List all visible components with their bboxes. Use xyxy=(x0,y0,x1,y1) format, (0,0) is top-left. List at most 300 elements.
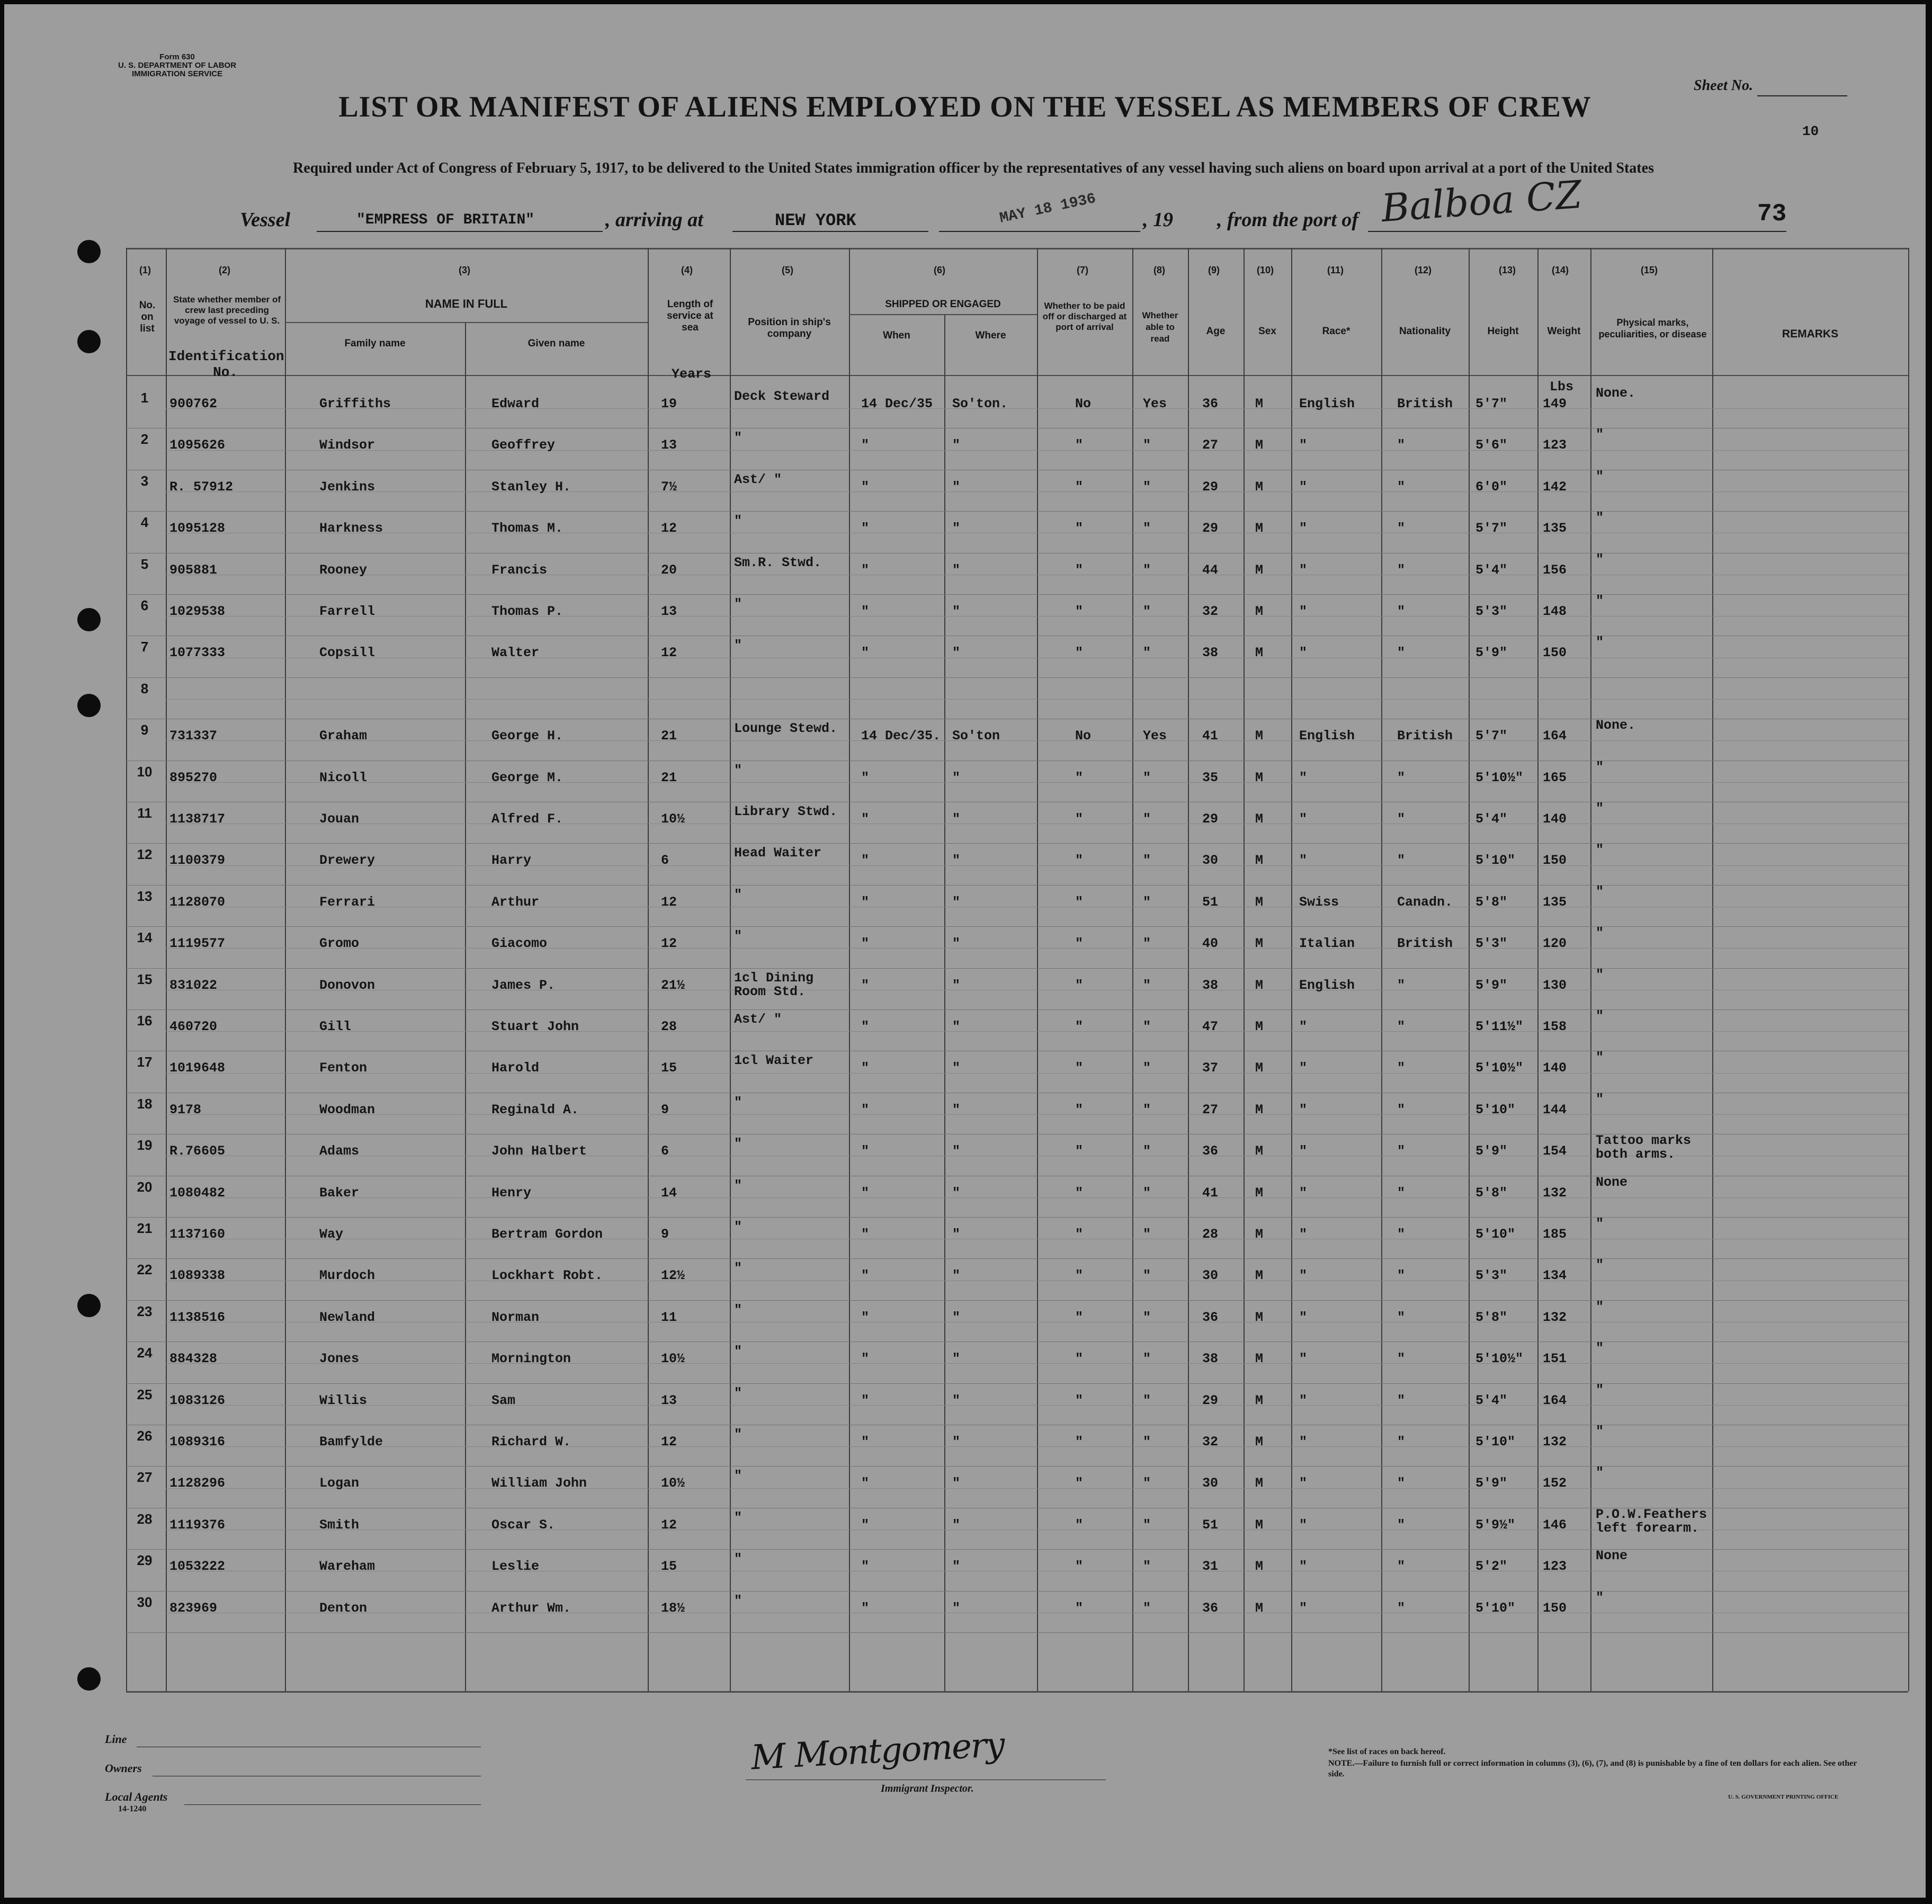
cell-given: Sam xyxy=(491,1392,516,1408)
cell-nat: " xyxy=(1397,1351,1406,1367)
cell-no: 14 xyxy=(137,929,153,946)
cell-read: " xyxy=(1143,562,1151,578)
cell-family: Donovon xyxy=(319,977,375,993)
punch-hole xyxy=(77,694,101,717)
cell-position: " xyxy=(734,1178,743,1193)
cell-sex: M xyxy=(1255,1309,1264,1325)
cell-read: " xyxy=(1143,770,1151,785)
cell-paid: " xyxy=(1075,1268,1084,1284)
cell-sex: M xyxy=(1255,1268,1264,1284)
header-age: Age xyxy=(1206,326,1226,337)
cell-weight: 134 xyxy=(1543,1268,1567,1284)
vessel-line xyxy=(317,231,603,232)
arriving-port: NEW YORK xyxy=(775,211,856,230)
cell-family: Jones xyxy=(319,1351,360,1367)
col-divider xyxy=(1132,248,1133,1691)
col-divider xyxy=(285,248,286,1691)
cell-given: Leslie xyxy=(491,1559,540,1575)
cell-where: " xyxy=(952,977,961,993)
cell-age: 31 xyxy=(1202,1559,1219,1575)
form-number: Form 630 xyxy=(159,52,195,61)
cell-marks: " xyxy=(1596,511,1604,525)
col-num: (3) xyxy=(459,265,470,275)
cell-when: " xyxy=(861,811,870,827)
cell-position: 1cl Dining Room Std. xyxy=(734,971,814,999)
cell-no: 24 xyxy=(137,1345,153,1361)
cell-weight: 123 xyxy=(1543,1559,1567,1575)
from-port-line xyxy=(1368,231,1786,232)
cell-no: 11 xyxy=(137,805,152,821)
cell-when: " xyxy=(861,853,870,869)
cell-age: 32 xyxy=(1202,604,1219,619)
punch-hole xyxy=(77,240,101,263)
cell-id: 895270 xyxy=(169,770,218,785)
cell-marks: " xyxy=(1596,1383,1604,1397)
cell-family: Jouan xyxy=(319,811,360,827)
cell-family: Denton xyxy=(319,1600,368,1616)
cell-race: " xyxy=(1299,1185,1308,1201)
cell-height: 5'10½" xyxy=(1475,1060,1524,1076)
cell-when: " xyxy=(861,936,870,952)
cell-height: 5'2" xyxy=(1475,1559,1508,1575)
cell-nat: British xyxy=(1397,728,1453,744)
header-family-name: Family name xyxy=(344,338,406,349)
cell-years: 12 xyxy=(661,936,677,952)
cell-given: Bertram Gordon xyxy=(491,1227,603,1242)
cell-years: 9 xyxy=(661,1102,669,1118)
cell-read: " xyxy=(1143,1434,1151,1450)
cell-position: " xyxy=(734,1303,743,1317)
cell-nat: " xyxy=(1397,1060,1406,1076)
cell-height: 5'9½" xyxy=(1475,1517,1516,1533)
cell-age: 38 xyxy=(1202,1351,1219,1367)
cell-sex: M xyxy=(1255,728,1264,744)
col-num: (4) xyxy=(681,265,693,275)
cell-weight: 140 xyxy=(1543,1060,1567,1076)
year-label: , 19 xyxy=(1143,209,1173,231)
cell-no: 13 xyxy=(137,888,153,904)
cell-nat: " xyxy=(1397,604,1406,619)
line-label: Line xyxy=(105,1732,127,1746)
cell-nat: " xyxy=(1397,562,1406,578)
cell-no: 16 xyxy=(137,1013,153,1029)
cell-weight: 150 xyxy=(1543,853,1567,869)
cell-nat: " xyxy=(1397,1102,1406,1118)
col-num: (12) xyxy=(1415,265,1432,275)
cell-weight: 149 xyxy=(1543,396,1567,412)
cell-id: 1095128 xyxy=(169,521,226,537)
header-paid-off: Whether to be paid off or discharged at port of arrival xyxy=(1042,301,1127,332)
header-when: When xyxy=(883,330,910,341)
cell-years: 15 xyxy=(661,1060,677,1076)
cell-sex: M xyxy=(1255,1517,1264,1533)
cell-nat: British xyxy=(1397,396,1453,412)
col-num: (13) xyxy=(1499,265,1516,275)
cell-height: 5'9" xyxy=(1475,1476,1508,1491)
cell-family: Drewery xyxy=(319,853,375,869)
cell-marks: " xyxy=(1596,1300,1604,1314)
cell-family: Harkness xyxy=(319,521,383,537)
cell-no: 25 xyxy=(137,1386,153,1402)
cell-marks: " xyxy=(1596,1342,1604,1356)
cell-when: " xyxy=(861,1476,870,1491)
cell-age: 40 xyxy=(1202,936,1219,952)
col-divider xyxy=(730,248,731,1691)
cell-nat: " xyxy=(1397,1019,1406,1034)
cell-read: " xyxy=(1143,1600,1151,1616)
cell-given: Reginald A. xyxy=(491,1102,579,1118)
cell-race: " xyxy=(1299,1351,1308,1367)
cell-no: 10 xyxy=(137,763,153,780)
cell-no: 26 xyxy=(137,1428,153,1444)
cell-years: 19 xyxy=(661,396,677,412)
cell-given: Norman xyxy=(491,1309,540,1325)
cell-race: " xyxy=(1299,853,1308,869)
cell-nat: " xyxy=(1397,1559,1406,1575)
cell-when: " xyxy=(861,770,870,785)
cell-read: " xyxy=(1143,437,1151,453)
cell-paid: " xyxy=(1075,1143,1084,1159)
corner-number: 73 xyxy=(1757,200,1787,228)
cell-race: " xyxy=(1299,1559,1308,1575)
cell-paid: " xyxy=(1075,1392,1084,1408)
cell-where: So'ton. xyxy=(952,396,1008,412)
cell-marks: Tattoo marks both arms. xyxy=(1596,1134,1692,1162)
cell-years: 6 xyxy=(661,853,669,869)
cell-nat: " xyxy=(1397,437,1406,453)
cell-years: 7½ xyxy=(661,479,677,495)
cell-paid: " xyxy=(1075,1476,1084,1491)
cell-read: " xyxy=(1143,811,1151,827)
cell-age: 32 xyxy=(1202,1434,1219,1450)
cell-family: Smith xyxy=(319,1517,360,1533)
cell-when: " xyxy=(861,1102,870,1118)
cell-nat: " xyxy=(1397,1392,1406,1408)
col-divider xyxy=(944,314,945,1691)
cell-where: " xyxy=(952,562,961,578)
cell-no: 29 xyxy=(137,1552,153,1569)
cell-height: 5'4" xyxy=(1475,1392,1508,1408)
cell-years: 21½ xyxy=(661,977,685,993)
cell-race: " xyxy=(1299,1392,1308,1408)
cell-position: Lounge Stewd. xyxy=(734,722,838,736)
cell-family: Fenton xyxy=(319,1060,368,1076)
cell-sex: M xyxy=(1255,604,1264,619)
cell-sex: M xyxy=(1255,1102,1264,1118)
cell-paid: " xyxy=(1075,645,1084,661)
cell-race: " xyxy=(1299,521,1308,537)
cell-position: " xyxy=(734,1552,743,1567)
cell-where: " xyxy=(952,1434,961,1450)
cell-read: " xyxy=(1143,1351,1151,1367)
cell-marks: None. xyxy=(1596,387,1636,400)
cell-where: " xyxy=(952,645,961,661)
cell-family: Murdoch xyxy=(319,1268,375,1284)
cell-years: 20 xyxy=(661,562,677,578)
cell-age: 30 xyxy=(1202,853,1219,869)
cell-nat: " xyxy=(1397,645,1406,661)
cell-height: 5'8" xyxy=(1475,1309,1508,1325)
cell-nat: " xyxy=(1397,1185,1406,1201)
cell-id: 1128296 xyxy=(169,1476,226,1491)
cell-no: 15 xyxy=(137,971,153,987)
cell-weight: 158 xyxy=(1543,1019,1567,1034)
cell-paid: " xyxy=(1075,1102,1084,1118)
cell-height: 5'6" xyxy=(1475,437,1508,453)
cell-height: 5'7" xyxy=(1475,728,1508,744)
cell-race: " xyxy=(1299,1517,1308,1533)
cell-race: " xyxy=(1299,479,1308,495)
cell-when: " xyxy=(861,521,870,537)
col-divider xyxy=(1712,248,1713,1691)
cell-given: John Halbert xyxy=(491,1143,587,1159)
cell-when: 14 Dec/35. xyxy=(861,728,941,744)
cell-years: 10½ xyxy=(661,1476,685,1491)
cell-family: Windsor xyxy=(319,437,375,453)
cell-age: 36 xyxy=(1202,1309,1219,1325)
cell-nat: " xyxy=(1397,479,1406,495)
cell-where: " xyxy=(952,1476,961,1491)
cell-race: " xyxy=(1299,645,1308,661)
cell-nat: " xyxy=(1397,811,1406,827)
cell-marks: " xyxy=(1596,843,1604,857)
header-position: Position in ship's company xyxy=(748,317,831,339)
cell-where: " xyxy=(952,604,961,619)
cell-paid: " xyxy=(1075,1434,1084,1450)
cell-id: 1089316 xyxy=(169,1434,226,1450)
cell-height: 5'8" xyxy=(1475,894,1508,910)
cell-height: 5'10" xyxy=(1475,1227,1516,1242)
cell-paid: " xyxy=(1075,437,1084,453)
cell-position: Deck Steward xyxy=(734,390,830,404)
sheet-number: 10 xyxy=(1802,123,1819,139)
cell-id: 1053222 xyxy=(169,1559,226,1575)
cell-when: " xyxy=(861,1227,870,1242)
cell-race: " xyxy=(1299,1476,1308,1491)
cell-weight: 154 xyxy=(1543,1143,1567,1159)
owners-label: Owners xyxy=(105,1762,142,1775)
cell-sex: M xyxy=(1255,1060,1264,1076)
cell-marks: " xyxy=(1596,1051,1604,1065)
cell-paid: " xyxy=(1075,562,1084,578)
cell-sex: M xyxy=(1255,1476,1264,1491)
col-num: (2) xyxy=(219,265,230,275)
from-port-label: , from the port of xyxy=(1217,209,1359,231)
cell-age: 30 xyxy=(1202,1268,1219,1284)
cell-when: " xyxy=(861,894,870,910)
cell-age: 51 xyxy=(1202,894,1219,910)
cell-when: 14 Dec/35 xyxy=(861,396,933,412)
cell-sex: M xyxy=(1255,936,1264,952)
cell-sex: M xyxy=(1255,1143,1264,1159)
cell-no: 27 xyxy=(137,1469,153,1486)
cell-paid: " xyxy=(1075,1185,1084,1201)
cell-years: 14 xyxy=(661,1185,677,1201)
cell-family: Gromo xyxy=(319,936,360,952)
local-agents-label: Local Agents xyxy=(105,1790,168,1803)
cell-paid: " xyxy=(1075,811,1084,827)
cell-weight: 135 xyxy=(1543,894,1567,910)
cell-age: 29 xyxy=(1202,811,1219,827)
cell-years: 28 xyxy=(661,1019,677,1034)
cell-when: " xyxy=(861,562,870,578)
cell-sex: M xyxy=(1255,645,1264,661)
cell-no: 28 xyxy=(137,1510,153,1527)
cell-weight: 150 xyxy=(1543,1600,1567,1616)
cell-given: Arthur xyxy=(491,894,540,910)
department-name: U. S. DEPARTMENT OF LABOR xyxy=(118,61,237,70)
cell-position: " xyxy=(734,514,743,529)
name-header-divider xyxy=(285,322,648,323)
cell-family: Newland xyxy=(319,1309,375,1325)
cell-given: Edward xyxy=(491,396,540,412)
cell-family: Griffiths xyxy=(319,396,391,412)
row-midrule xyxy=(166,699,1908,700)
date-line xyxy=(939,231,1140,232)
cell-where: " xyxy=(952,1019,961,1034)
cell-height: 5'3" xyxy=(1475,936,1508,952)
cell-given: Stuart John xyxy=(491,1019,579,1034)
cell-read: " xyxy=(1143,1102,1151,1118)
cell-no: 9 xyxy=(140,722,149,738)
header-given-name: Given name xyxy=(527,338,585,349)
cell-where: " xyxy=(952,1143,961,1159)
cell-paid: No xyxy=(1075,396,1092,412)
cell-weight: 185 xyxy=(1543,1227,1567,1242)
cell-paid: " xyxy=(1075,936,1084,952)
cell-weight: 140 xyxy=(1543,811,1567,827)
cell-read: " xyxy=(1143,1227,1151,1242)
cell-given: Giacomo xyxy=(491,936,548,952)
cell-marks: " xyxy=(1596,884,1604,899)
cell-position: Head Waiter xyxy=(734,846,822,861)
cell-marks: " xyxy=(1596,1009,1604,1023)
cell-nat: " xyxy=(1397,1227,1406,1242)
cell-family: Logan xyxy=(319,1476,360,1491)
cell-where: " xyxy=(952,1268,961,1284)
cell-family: Adams xyxy=(319,1143,360,1159)
cell-height: 5'7" xyxy=(1475,521,1508,537)
cell-weight: 123 xyxy=(1543,437,1567,453)
cell-paid: " xyxy=(1075,1309,1084,1325)
cell-given: James P. xyxy=(491,977,556,993)
cell-nat: British xyxy=(1397,936,1453,952)
cell-paid: " xyxy=(1075,1227,1084,1242)
table-top-border xyxy=(126,248,1908,249)
cell-height: 5'10½" xyxy=(1475,770,1524,785)
cell-height: 5'3" xyxy=(1475,604,1508,619)
cell-family: Bamfylde xyxy=(319,1434,383,1450)
cell-race: " xyxy=(1299,562,1308,578)
cell-sex: M xyxy=(1255,853,1264,869)
col-divider xyxy=(126,248,127,1691)
cell-id: 884328 xyxy=(169,1351,218,1367)
cell-id: 823969 xyxy=(169,1600,218,1616)
cell-position: " xyxy=(734,1220,743,1234)
cell-position: Ast/ " xyxy=(734,472,782,487)
service-name: IMMIGRATION SERVICE xyxy=(131,69,223,78)
cell-when: " xyxy=(861,1434,870,1450)
cell-when: " xyxy=(861,1060,870,1076)
cell-when: " xyxy=(861,1392,870,1408)
cell-read: " xyxy=(1143,894,1151,910)
cell-family: Woodman xyxy=(319,1102,375,1118)
cell-family: Jenkins xyxy=(319,479,375,495)
cell-paid: " xyxy=(1075,853,1084,869)
header-no-on-list: No. on list xyxy=(139,300,156,334)
cell-where: " xyxy=(952,770,961,785)
cell-paid: " xyxy=(1075,521,1084,537)
cell-no: 1 xyxy=(140,390,149,406)
cell-read: " xyxy=(1143,479,1151,495)
cell-id: R.76605 xyxy=(169,1143,226,1159)
cell-sex: M xyxy=(1255,977,1264,993)
cell-given: Geoffrey xyxy=(491,437,556,453)
header-nationality: Nationality xyxy=(1399,326,1451,337)
cell-marks: " xyxy=(1596,968,1604,982)
row-rule xyxy=(126,677,1908,678)
cell-family: Willis xyxy=(319,1392,368,1408)
cell-family: Way xyxy=(319,1227,344,1242)
cell-marks: " xyxy=(1596,760,1604,774)
cell-id: 1083126 xyxy=(169,1392,226,1408)
cell-nat: " xyxy=(1397,521,1406,537)
cell-read: " xyxy=(1143,1476,1151,1491)
cell-height: 5'10" xyxy=(1475,1434,1516,1450)
cell-age: 41 xyxy=(1202,1185,1219,1201)
cell-paid: " xyxy=(1075,977,1084,993)
col-num: (6) xyxy=(934,265,945,275)
cell-weight: 135 xyxy=(1543,521,1567,537)
cell-id: 1138516 xyxy=(169,1309,226,1325)
cell-years: 6 xyxy=(661,1143,669,1159)
cell-height: 5'4" xyxy=(1475,811,1508,827)
col-num: (11) xyxy=(1327,265,1344,275)
cell-sex: M xyxy=(1255,396,1264,412)
cell-race: " xyxy=(1299,437,1308,453)
cell-read: Yes xyxy=(1143,728,1167,744)
cell-sex: M xyxy=(1255,1185,1264,1201)
cell-given: Harold xyxy=(491,1060,540,1076)
col-divider xyxy=(648,248,649,1691)
cell-given: Henry xyxy=(491,1185,532,1201)
cell-when: " xyxy=(861,1559,870,1575)
cell-years: 12 xyxy=(661,1434,677,1450)
col-divider xyxy=(1381,248,1382,1691)
cell-position: " xyxy=(734,1137,743,1151)
cell-when: " xyxy=(861,1185,870,1201)
cell-position: " xyxy=(734,1345,743,1359)
cell-read: " xyxy=(1143,1268,1151,1284)
col-divider xyxy=(1037,248,1038,1691)
cell-family: Ferrari xyxy=(319,894,375,910)
cell-where: " xyxy=(952,1517,961,1533)
cell-age: 27 xyxy=(1202,1102,1219,1118)
cell-sex: M xyxy=(1255,1227,1264,1242)
cell-where: " xyxy=(952,1227,961,1242)
cell-paid: No xyxy=(1075,728,1092,744)
cell-weight: 152 xyxy=(1543,1476,1567,1491)
cell-sex: M xyxy=(1255,479,1264,495)
from-port-handwritten: Balboa CZ xyxy=(1380,172,1584,231)
cell-given: George H. xyxy=(491,728,564,744)
cell-no: 18 xyxy=(137,1095,153,1112)
cell-weight: 156 xyxy=(1543,562,1567,578)
col-num: (7) xyxy=(1077,265,1088,275)
cell-given: Richard W. xyxy=(491,1434,571,1450)
cell-paid: " xyxy=(1075,1060,1084,1076)
header-identification: Identification No. xyxy=(168,348,284,380)
